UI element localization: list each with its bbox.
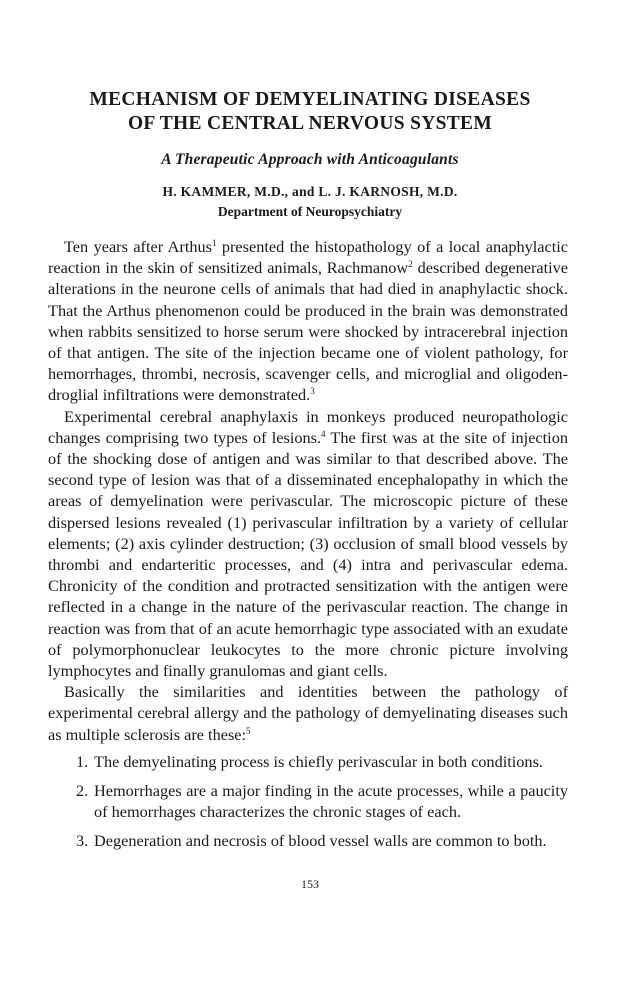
reference-marker: 1 <box>211 238 217 248</box>
paragraph-1 <box>48 236 568 406</box>
list-number: 2. <box>76 781 89 801</box>
reference-marker: 3 <box>310 386 315 397</box>
numbered-list <box>48 751 568 852</box>
paragraph-2 <box>48 406 568 682</box>
p2-text-a: Experimental cerebral anaphylaxis in monkeys produced neuropathologic changes comprising two types of lesions. <box>48 406 568 447</box>
article-subtitle: A Therapeutic Approach with Anticoagulants <box>161 151 459 168</box>
paragraph-3 <box>48 681 568 745</box>
title-line-2: OF THE CENTRAL NERVOUS SYSTEM <box>127 113 493 134</box>
list-text: Degeneration and necrosis of blood vessel walls are common to both. <box>94 831 547 851</box>
reference-marker: 2 <box>408 259 413 270</box>
list-number: 3. <box>76 831 89 851</box>
reference-marker: 4 <box>321 428 326 439</box>
reference-marker: 5 <box>246 725 251 736</box>
list-text: The demyelinating process is chiefly perivascular in both conditions. <box>94 751 543 771</box>
article-title <box>40 88 580 136</box>
list-item <box>48 780 568 822</box>
p3-text-a: Basically the similarities and identities between the pathology of experimental cerebral allergy and the pathology of demyelinating diseases such as multiple sclerosis are these: <box>48 682 568 744</box>
authors: H. KAMMER, M.D., and L. J. KARNOSH, M.D. <box>162 184 458 199</box>
list-item <box>48 830 568 851</box>
list-text: Hemorrhages are a major finding in the acute processes, while a paucity of hemorrhages characterizes the chronic stages of each. <box>94 781 568 822</box>
p1-text-c: described degenerative alterations in the neurone cells of animals that had died in anaphylactic shock. That the Arthus phenomenon could be produced in the brain was demonstrated when rabbits sensitized to horse serum were shocked by intracerebral injection of that antigen. The site of the injection became one of violent pathology, for hemorrhages, thrombi, necrosis, scavenger cells, and microglial and oligodendroglial infiltrations were demonstrated. <box>48 258 569 405</box>
p1-text-a: Ten years after Arthus <box>64 237 212 256</box>
article-body <box>48 236 568 860</box>
p1-text-b: presented the histopathology of a local anaphylactic reaction in the skin of sensitized animals, Rachmanow <box>48 237 568 278</box>
title-line-1: MECHANISM OF DEMYELINATING DISEASES <box>89 89 531 110</box>
department: Department of Neuropsychiatry <box>217 204 403 219</box>
list-number: 1. <box>76 751 89 771</box>
p2-text-b: The first was at the site of injection of the shocking dose of antigen and was similar to that described above. The second type of lesion was that of a disseminated encephalopathy in which the areas of demyelination were perivascular. The microscopic picture of these dispersed lesions revealed (1) perivascular infiltration by a variety of cellular elements; (2) axis cylinder destruction; (3) occlusion of small blood vessels by thrombi and endarteritic processes, and (4) intra and perivascular edema. Chronicity of the condition and protracted sensitization with the antigen were reflected in a change in the nature of the perivascular reaction. The change in reaction was from that of an acute hemorrhagic type associated with an exudate of polymorphonuclear leukocytes to the more chronic picture involving lymphocytes and finally granulomas and giant cells. <box>48 427 568 681</box>
page-number: 153 <box>301 877 319 891</box>
list-item <box>48 751 568 772</box>
